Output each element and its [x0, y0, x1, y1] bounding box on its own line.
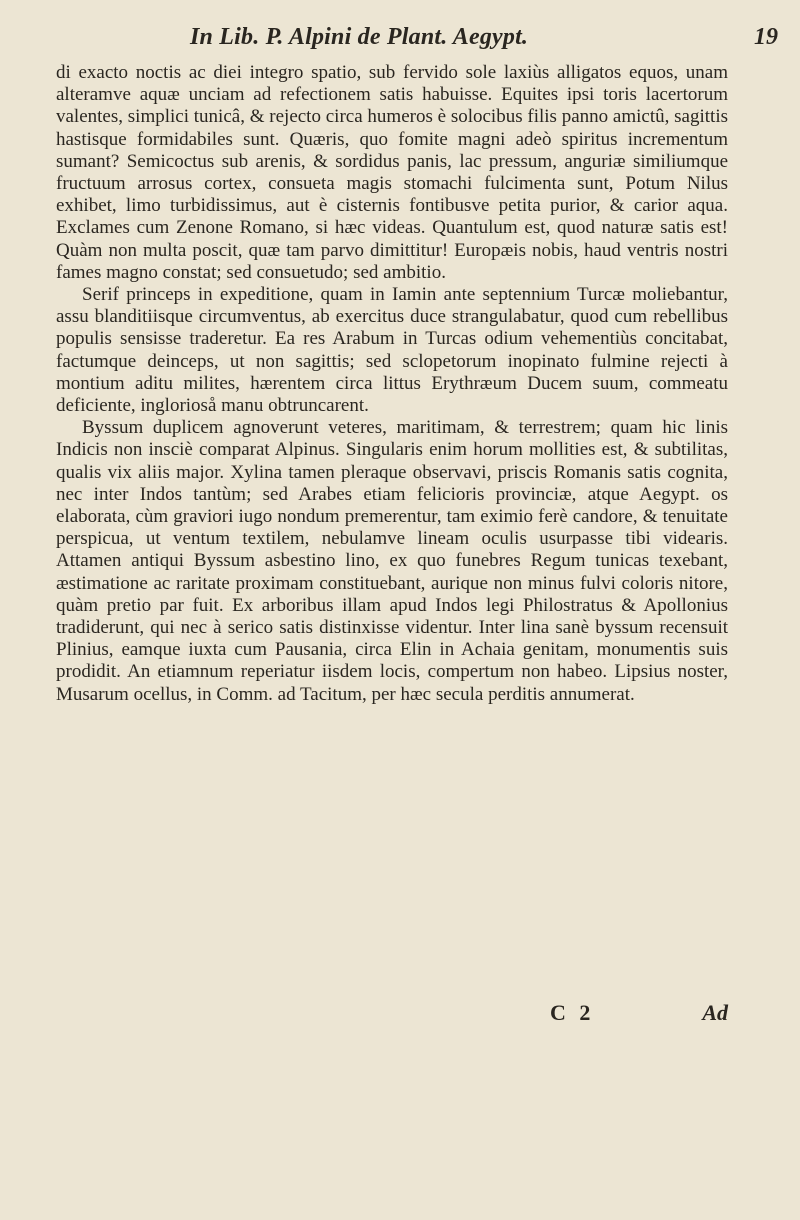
catchword: Ad — [702, 1000, 728, 1025]
running-title: In Lib. P. Alpini de Plant. Aegypt. — [190, 24, 529, 50]
page-footer — [56, 1000, 728, 1030]
paragraph: Byssum duplicem agnoverunt veteres, maritimam, & terrestrem; quam hic linis Indicis non insciè comparat Alpinus. Singularis enim horum mollities est, & subtilitas, qualis vix aliis major. Xylina tamen pleraque observavi, priscis Romanis satis cognita, nec inter Indos tantùm; sed Arabes etiam felicioris provinciæ, atque Aegypt. os elaborata, cùm graviori iugo nondum premerentur, tam eximio ferè candore, & tenuitate perspicua, ut ventum textilem, nebulamve lineam oculis usurpasse tibi videaris. Attamen antiqui Byssum asbestino lino, ex quo funebres Regum tunicas texebant, æstimatione ac raritate proximam constituebant, aurique non minus fulvi coloris nitore, quàm pretio par fuit. Ex arboribus illam apud Indos legi Philostratus & Apollonius tradiderunt, qui nec à serico satis distinxisse videntur. Inter lina sanè byssum recensuit Plinius, eamque iuxta cum Pausania, circa Elin in Achaia genitam, monumentis suis prodidit. An etiamnum reperiatur iisdem locis, compertum non habeo. Lipsius noster, Musarum ocellus, in Comm. ad Tacitum, per hæc secula perditis annumerat. — [56, 417, 728, 705]
text-body — [56, 62, 728, 706]
paragraph: Serif princeps in expeditione, quam in Iamin ante septennium Turcæ moliebantur, assu blanditiisque circumventus, ab exercitus duce strangulabatur, quod cum rebellibus populis sensisse traderetur. Ea res Arabum in Turcas odium vehementiùs concitabat, factumque deinceps, ut non sagittis; sed sclopetorum inopinato fulmine rejecti à montium aditu milites, hærentem circa littus Erythræum Ducem suum, commeatu deficiente, inglorioså manu obtruncarent. — [56, 284, 728, 417]
page-number: 19 — [754, 24, 778, 50]
signature-mark: C 2 — [550, 1000, 595, 1025]
paragraph: di exacto noctis ac diei integro spatio, sub fervido sole laxiùs alligatos equos, unam alteramve aquæ unciam ad refectionem satis habuisse. Equites ipsi toris lacertorum valentes, simplici tunicâ, & rejecto circa humeros è solocibus filis panno amictû, sagittis hastisque formidabiles sunt. Quæris, quo fomite magni adeò spiritus incrementum sumant? Semicoctus sub arenis, & sordidus panis, lac pressum, anguriæ similiumque fructuum arrosus cortex, consueta magis stomachi fulcimenta sunt, Potum Nilus exhibet, limo turbidissimus, aut è cisternis fontibusve petita purior, & carior aqua. Exclames cum Zenone Romano, si hæc videas. Quantulum est, quod naturæ satis est! Quàm non multa poscit, quæ tam parvo dimittitur! Europæis nobis, haud ventris nostri fames magno constat; sed consuetudo; sed ambitio. — [56, 62, 728, 283]
running-header — [60, 24, 780, 58]
